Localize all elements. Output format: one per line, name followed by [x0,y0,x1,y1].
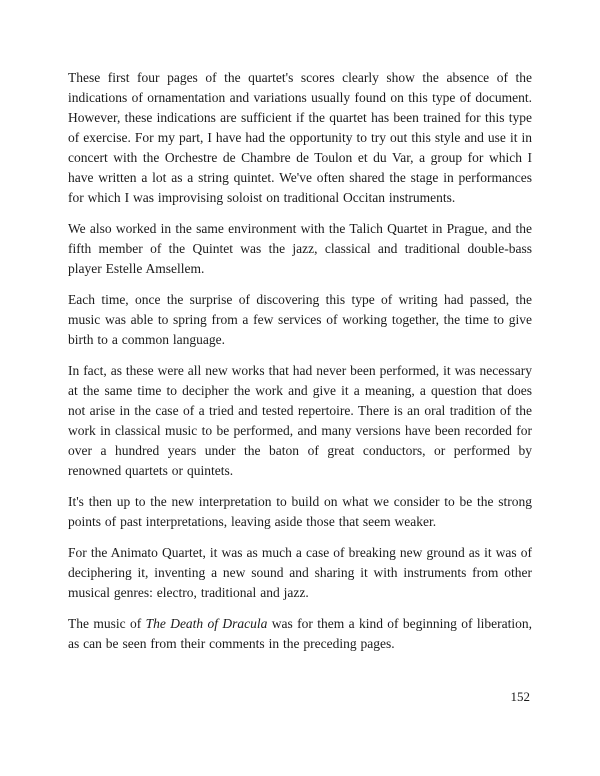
paragraph-6: For the Animato Quartet, it was as much a case of breaking new ground as it was of deciphering it, inventing a new sound and sharing it with instruments from other musical genres: electro, traditional and jazz. [68,545,532,600]
page-number: 152 [510,689,530,704]
work-title: The Death of Dracula [145,616,268,631]
page-body [68,68,532,654]
paragraph-7 [68,614,532,654]
paragraph-3: Each time, once the surprise of discovering this type of writing had passed, the music was able to spring from a few services of working together, the time to give birth to a common language. [68,292,532,347]
paragraph-4: In fact, as these were all new works that had never been performed, it was necessary at the same time to decipher the work and give it a meaning, a question that does not arise in the case of a tried and tested repertoire. There is an oral tradition of the work in classical music to be performed, and many versions have been recorded for over a hundred years under the baton of great conductors, or performed by renowned quartets or quintets. [68,363,532,478]
paragraph-7-trail-text: was for them a kind of beginning of liberation, as can be seen from their comments in the preceding pages. [68,616,532,651]
paragraph-5: It's then up to the new interpretation to build on what we consider to be the strong points of past interpretations, leaving aside those that seem weaker. [68,494,532,529]
paragraph-2: We also worked in the same environment with the Talich Quartet in Prague, and the fifth member of the Quintet was the jazz, classical and traditional double-bass player Estelle Amsellem. [68,221,532,276]
paragraph-1: These first four pages of the quartet's scores clearly show the absence of the indications of ornamentation and variations usually found on this type of document. However, these indications are sufficient if the quartet has been trained for this type of exercise. For my part, I have had the opportunity to try out this style and use it in concert with the Orchestre de Chambre de Toulon et du Var, a group for which I have written a lot as a string quintet. We've often shared the stage in performances for which I was improvising soloist on traditional Occitan instruments. [68,70,532,205]
paragraph-7-lead-text: The music of [68,616,146,631]
